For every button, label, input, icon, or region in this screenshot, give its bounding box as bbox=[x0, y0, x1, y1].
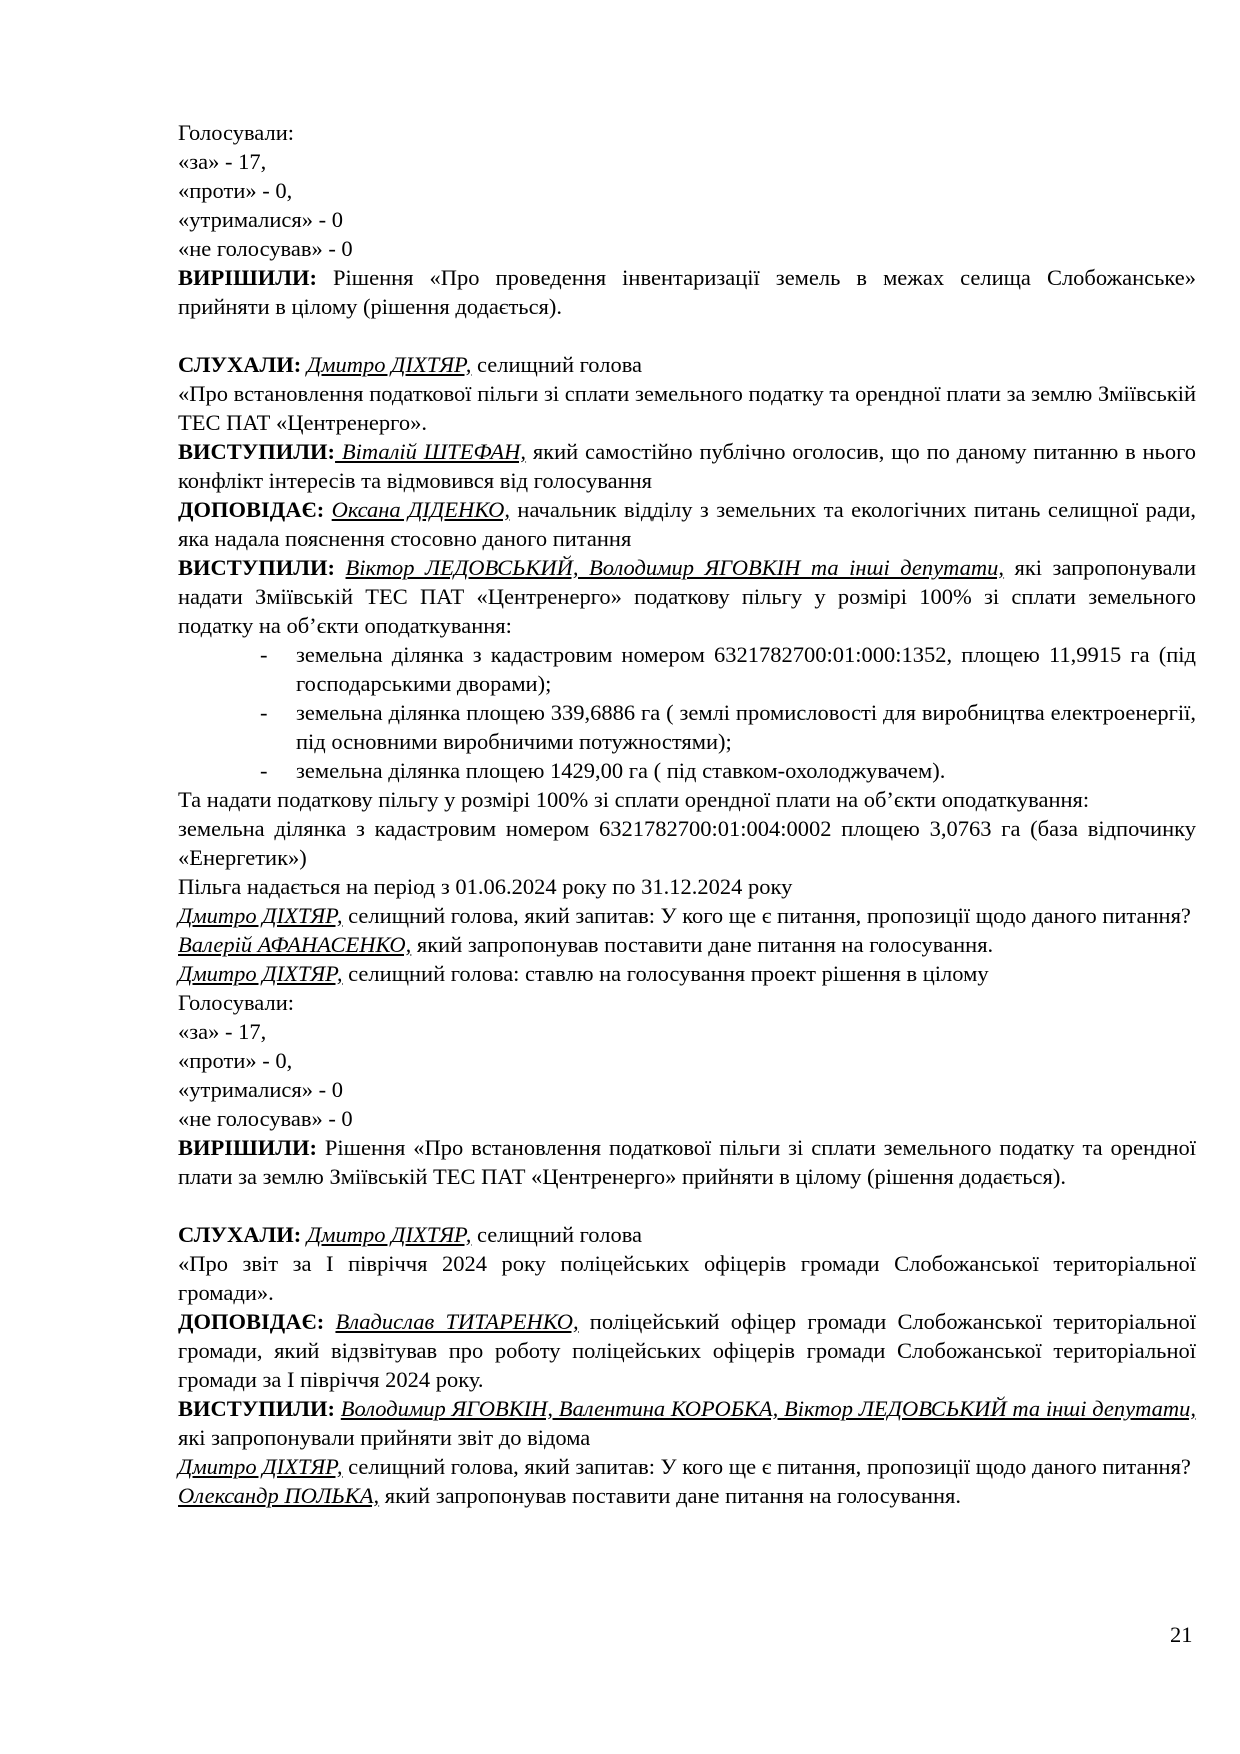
document-page bbox=[178, 118, 1196, 1510]
spoke-name: Віталій ШТЕФАН, bbox=[335, 439, 527, 464]
agenda-item-tax-benefit bbox=[178, 350, 1196, 1191]
rent-benefit-text: Та надати податкову пільгу у розмірі 100% зі сплати орендної плати на об’єкти оподаткування: bbox=[178, 787, 1090, 812]
spoke-name: Володимир ЯГОВКІН, Валентина КОРОБКА, Віктор ЛЕДОВСЬКИЙ та інші депутати, bbox=[340, 1396, 1196, 1421]
decision-paragraph bbox=[178, 263, 1196, 321]
list-item bbox=[178, 756, 1196, 785]
rent-plot-text: земельна ділянка з кадастровим номером 6321782700:01:004:0002 площею 3,0763 га (база відпочинку «Енергетик») bbox=[178, 816, 1196, 870]
spoke-paragraph-1 bbox=[178, 437, 1196, 495]
list-item-text: земельна ділянка площею 1429,00 га ( під ставком-охолоджувачем). bbox=[296, 758, 946, 783]
decision-paragraph bbox=[178, 1133, 1196, 1191]
agenda-item-police-report bbox=[178, 1220, 1196, 1510]
spoke-name: Віктор ЛЕДОВСЬКИЙ, Володимир ЯГОВКІН та інші депутати, bbox=[345, 555, 1005, 580]
report-name: Оксана ДІДЕНКО, bbox=[331, 497, 510, 522]
proposal-text: який запропонував поставити дане питання на голосування. bbox=[379, 1483, 962, 1508]
heard-paragraph bbox=[178, 350, 1196, 379]
report-paragraph bbox=[178, 1307, 1196, 1394]
heard-role: селищний голова bbox=[471, 352, 643, 377]
question-paragraph bbox=[178, 901, 1196, 930]
report-text: начальник відділу з земельних та екологічних питань селищної ради, яка надала пояснення стосовно даного питання bbox=[178, 497, 1196, 551]
voted-title: Голосували: bbox=[178, 990, 294, 1015]
agenda-topic: «Про звіт за І півріччя 2024 року поліцейських офіцерів громади Слобожанської територіальної громади». bbox=[178, 1251, 1196, 1305]
benefit-period-text: Пільга надається на період з 01.06.2024 року по 31.12.2024 року bbox=[178, 874, 793, 899]
page-number: 21 bbox=[1170, 1622, 1193, 1647]
heard-label: СЛУХАЛИ: bbox=[178, 352, 302, 377]
spoke-text: які запропонували надати Зміївській ТЕС ПАТ «Центренерго» податкову пільгу у розмірі 100% зі сплати земельного податку на об’єкти оподаткування: bbox=[178, 555, 1197, 638]
vote-block-1 bbox=[178, 118, 1196, 321]
decided-label: ВИРІШИЛИ: bbox=[178, 1135, 317, 1160]
list-item bbox=[178, 640, 1196, 698]
report-name: Владислав ТИТАРЕНКО, bbox=[335, 1309, 579, 1334]
decided-label: ВИРІШИЛИ: bbox=[178, 265, 317, 290]
question-paragraph bbox=[178, 1452, 1196, 1481]
vote-abstained: «утрималися» - 0 bbox=[178, 1077, 344, 1102]
paragraph-gap bbox=[178, 321, 1196, 350]
spoke-text: який самостійно публічно оголосив, що по даному питанню в нього конфлікт інтересів та відмовився від голосування bbox=[178, 439, 1196, 493]
spoke-label: ВИСТУПИЛИ: bbox=[178, 555, 336, 580]
question-name: Дмитро ДІХТЯР, bbox=[178, 1454, 343, 1479]
vote-for: «за» - 17, bbox=[178, 1019, 267, 1044]
list-marker: - bbox=[260, 642, 268, 667]
put-to-vote-text: селищний голова: ставлю на голосування проект рішення в цілому bbox=[342, 961, 989, 986]
vote-not-voted: «не голосував» - 0 bbox=[178, 1106, 353, 1131]
question-text: селищний голова, який запитав: У кого ще є питання, пропозиції щодо даного питання? bbox=[342, 903, 1191, 928]
spoke-label: ВИСТУПИЛИ: bbox=[178, 439, 336, 464]
list-marker: - bbox=[260, 758, 268, 783]
vote-against: «проти» - 0, bbox=[178, 1048, 293, 1073]
decided-text: Рішення «Про проведення інвентаризації земель в межах селища Слобожанське» прийняти в цілому (рішення додається). bbox=[178, 265, 1196, 319]
report-label: ДОПОВІДАЄ: bbox=[178, 497, 325, 522]
list-item-text: земельна ділянка площею 339,6886 га ( землі промисловості для виробництва електроенергії, під основними виробничими потужностями); bbox=[296, 700, 1196, 754]
heard-paragraph bbox=[178, 1220, 1196, 1249]
agenda-topic: «Про встановлення податкової пільги зі сплати земельного податку та орендної плати за землю Зміївській ТЕС ПАТ «Центренерго». bbox=[178, 381, 1196, 435]
report-text: поліцейський офіцер громади Слобожанської територіальної громади, який відзвітував про роботу поліцейських офіцерів громади Слобожанської територіальної громади за І півріччя 2024 року. bbox=[178, 1309, 1197, 1392]
proposal-text: який запропонував поставити дане питання на голосування. bbox=[411, 932, 994, 957]
question-text: селищний голова, який запитав: У кого ще є питання, пропозиції щодо даного питання? bbox=[342, 1454, 1191, 1479]
put-to-vote-paragraph bbox=[178, 959, 1196, 988]
list-marker: - bbox=[260, 700, 268, 725]
spoke-text: які запропонували прийняти звіт до відома bbox=[178, 1425, 591, 1450]
heard-name: Дмитро ДІХТЯР, bbox=[306, 352, 472, 377]
heard-label: СЛУХАЛИ: bbox=[178, 1222, 302, 1247]
spoke-paragraph-2 bbox=[178, 553, 1196, 640]
spoke-label: ВИСТУПИЛИ: bbox=[178, 1396, 336, 1421]
decided-text: Рішення «Про встановлення податкової пільги зі сплати земельного податку та орендної плати за землю Зміївській ТЕС ПАТ «Центренерго» прийняти в цілому (рішення додається). bbox=[178, 1135, 1196, 1189]
heard-role: селищний голова bbox=[471, 1222, 643, 1247]
vote-not-voted: «не голосував» - 0 bbox=[178, 236, 353, 261]
paragraph-gap bbox=[178, 1191, 1196, 1220]
land-plot-list bbox=[178, 640, 1196, 785]
question-name: Дмитро ДІХТЯР, bbox=[178, 903, 343, 928]
spoke-paragraph bbox=[178, 1394, 1196, 1452]
report-paragraph bbox=[178, 495, 1196, 553]
list-item bbox=[178, 698, 1196, 756]
proposal-name: Валерій АФАНАСЕНКО, bbox=[178, 932, 412, 957]
vote-for: «за» - 17, bbox=[178, 149, 267, 174]
proposal-name: Олександр ПОЛЬКА, bbox=[178, 1483, 380, 1508]
list-item-text: земельна ділянка з кадастровим номером 6321782700:01:000:1352, площею 11,9915 га (під господарськими дворами); bbox=[296, 642, 1196, 696]
report-label: ДОПОВІДАЄ: bbox=[178, 1309, 325, 1334]
heard-name: Дмитро ДІХТЯР, bbox=[306, 1222, 472, 1247]
proposal-paragraph bbox=[178, 1481, 1196, 1510]
vote-abstained: «утрималися» - 0 bbox=[178, 207, 344, 232]
proposal-paragraph bbox=[178, 930, 1196, 959]
voted-title: Голосували: bbox=[178, 120, 294, 145]
vote-against: «проти» - 0, bbox=[178, 178, 293, 203]
put-to-vote-name: Дмитро ДІХТЯР, bbox=[178, 961, 343, 986]
